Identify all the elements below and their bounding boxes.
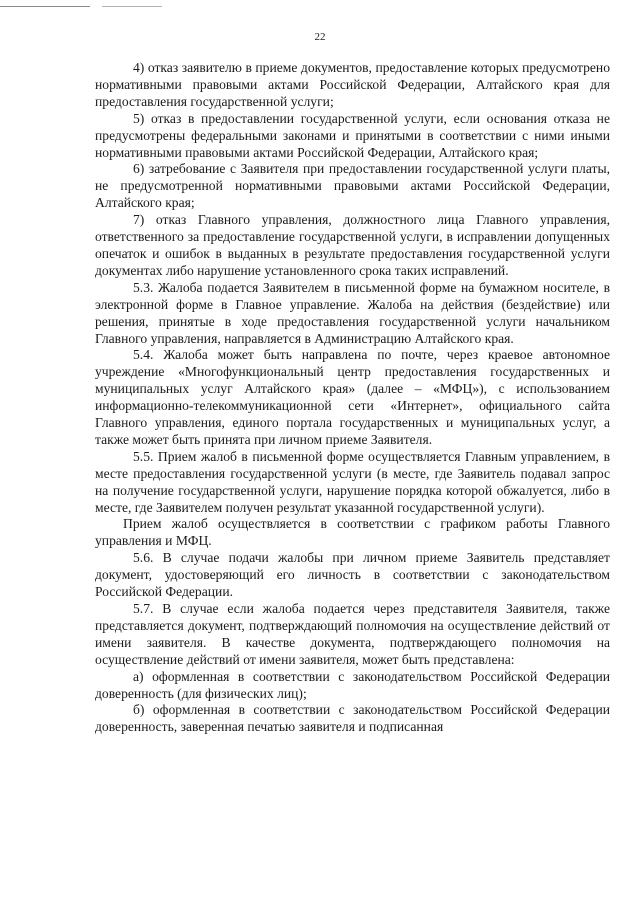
scan-artifact-line (0, 6, 90, 7)
scan-artifact-line (102, 6, 162, 7)
paragraph-item-4: 4) отказ заявителю в приеме документов, предоставление которых предусмотрено нормативными правовыми актами Российской Федерации, Алтайского края для предоставления государственной услуги; (95, 60, 610, 109)
paragraph-5-6: 5.6. В случае подачи жалобы при личном приеме Заявитель представляет документ, удостоверяющий его личность в соответствии с законодательством Российской Федерации. (95, 550, 610, 600)
document-body (95, 60, 610, 736)
paragraph-item-7: 7) отказ Главного управления, должностного лица Главного управления, ответственного за предоставление государственной услуги, в исправлении допущенных опечаток и ошибок в выданных в результате предоставления государственной услуги документах либо нарушение установленного срока таких исправлений. (95, 212, 610, 278)
paragraph-item-6: 6) затребование с Заявителя при предоставлении государственной услуги платы, не предусмотренной нормативными правовыми актами Российской Федерации, Алтайского края; (95, 161, 610, 211)
paragraph-item-b: б) оформленная в соответствии с законодательством Российской Федерации доверенность, заверенная печатью заявителя и подписанная (95, 702, 610, 735)
paragraph-item-5: 5) отказ в предоставлении государственной услуги, если основания отказа не предусмотрены федеральными законами и принятыми в соответствии с ними иными нормативными правовыми актами Российской Федерации, Алтайского края; (95, 110, 610, 160)
paragraph-5-5: 5.5. Прием жалоб в письменной форме осуществляется Главным управлением, в месте предоставления государственной услуги (в месте, где Заявитель подавал запрос на получение государственной услуги, нарушение порядка которой обжалуется, либо в месте, где Заявителем получен результат указанной государственной услуги). (95, 448, 610, 515)
paragraph-5-4: 5.4. Жалоба может быть направлена по почте, через краевое автономное учреждение «Многофункциональный центр предоставления государственных и муниципальных услуг Алтайского края» (далее – «МФЦ»), с использованием информационно-телекоммуникационной сети «Интернет», официального сайта Главного управления, единого портала государственных и муниципальных услуг, а также может быть принята при личном приеме Заявителя. (95, 347, 610, 447)
paragraph-item-a: а) оформленная в соответствии с законодательством Российской Федерации доверенность (для физических лиц); (95, 668, 610, 701)
paragraph-5-7: 5.7. В случае если жалоба подается через представителя Заявителя, также представляется документ, подтверждающий полномочия на осуществление действий от имени заявителя. В качестве документа, подтверждающего полномочия на осуществление действий от имени заявителя, может быть представлена: (95, 601, 610, 667)
paragraph-5-3: 5.3. Жалоба подается Заявителем в письменной форме на бумажном носителе, в электронной форме в Главное управление. Жалоба на действия (бездействие) или решения, принятые в ходе предоставления государственной услуги начальником Главного управления, направляется в Администрацию Алтайского края. (95, 279, 610, 346)
page-number: 22 (314, 31, 326, 43)
paragraph-schedule: Прием жалоб осуществляется в соответствии с графиком работы Главного управления и МФЦ. (95, 516, 610, 549)
